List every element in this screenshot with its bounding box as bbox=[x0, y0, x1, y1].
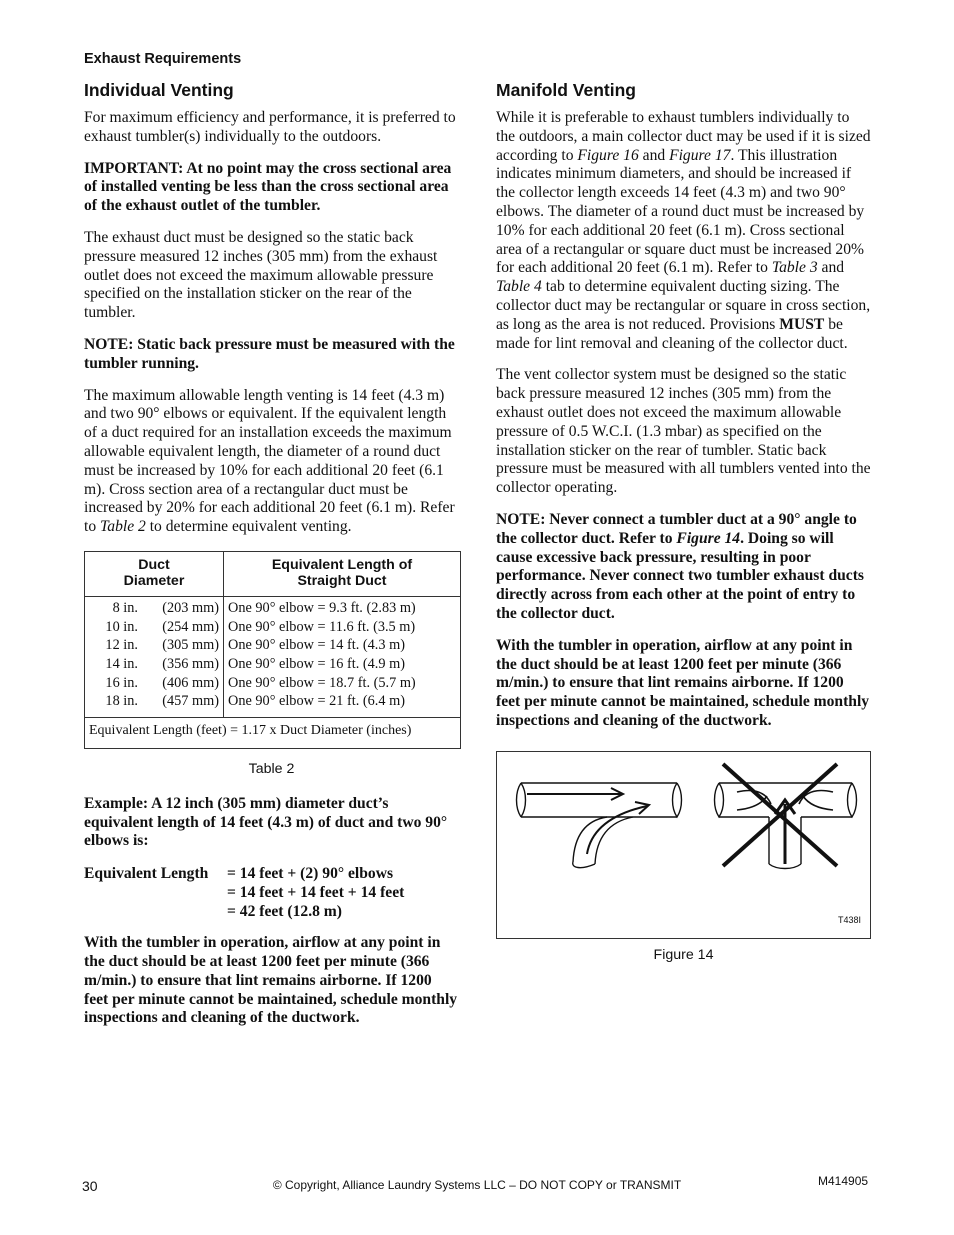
page-number: 30 bbox=[82, 1178, 98, 1194]
copyright-notice: © Copyright, Alliance Laundry Systems LLC – DO NOT COPY or TRANSMIT bbox=[272, 1178, 682, 1192]
static-pressure-note: NOTE: Static back pressure must be measured with the tumbler running. bbox=[84, 335, 455, 372]
individual-intro-paragraph: For maximum efficiency and performance, it is preferred to exhaust tumbler(s) individually to the outdoors. bbox=[84, 109, 456, 145]
table-cell: One 90° elbow = 18.7 ft. (5.7 m) bbox=[228, 674, 416, 691]
equivalent-length-cell bbox=[224, 596, 461, 717]
example-paragraph: Example: A 12 inch (305 mm) diameter duct’s equivalent length of 14 feet (4.3 m) of duct and two 90° elbows is: bbox=[84, 794, 448, 850]
left-airflow-paragraph: With the tumbler in operation, airflow at any point in the duct should be at least 1200 feet per minute (366 m/min.) to ensure that lint remains airborne. If 1200 feet per minute cannot be maintained, schedule monthly inspections and cleaning of the ductwork. bbox=[84, 934, 458, 1027]
equation-line-1: = 14 feet + (2) 90° elbows bbox=[227, 865, 394, 883]
individual-venting-heading: Individual Venting bbox=[84, 80, 234, 100]
figure-17-reference: Figure 17 bbox=[669, 146, 731, 164]
manifold-intro-paragraph: While it is preferable to exhaust tumblers individually to the outdoors, a main collector duct may be used if it is sized according to Figure 16 and Figure 17. This illustration indicates minimum diameters, and should be increased if the collector length exceeds 14 feet (4.3 m) and two 90° elbows. The diameter of a round duct must be increased by 10% for each additional 20 feet (6.1 m). Cross sectional area of a rectangular or square duct must be increased 20% for each additional 20 feet (6.1 m). Refer to Table 3 and Table 4 tab to determine equivalent ducting sizing. The collector duct may be rectangular or square in cross section, as long as the area is not reduced. Provisions MUST be made for lint removal and cleaning of the collector duct. bbox=[496, 109, 871, 352]
max-length-text-b: to determine equivalent venting. bbox=[145, 518, 352, 536]
section-label: Exhaust Requirements bbox=[84, 51, 242, 67]
duct-diameter-cell bbox=[85, 596, 224, 717]
max-length-paragraph bbox=[84, 387, 459, 537]
table-cell: One 90° elbow = 11.6 ft. (3.5 m) bbox=[228, 618, 416, 635]
duct-diameter-header: Duct Diameter bbox=[85, 551, 224, 596]
table-footer-formula: Equivalent Length (feet) = 1.17 x Duct Diameter (inches) bbox=[85, 718, 461, 749]
table-cell: One 90° elbow = 21 ft. (6.4 m) bbox=[228, 693, 405, 710]
table-row: 14 in. (356 mm) bbox=[105, 656, 219, 673]
figure-14-box bbox=[496, 751, 871, 939]
duct-connection-diagram bbox=[497, 752, 870, 938]
must-emphasis: MUST bbox=[779, 315, 825, 333]
table-2-reference: Table 2 bbox=[100, 518, 146, 536]
right-angle-note: NOTE: Never connect a tumbler duct at a 90° angle to the collector duct. Refer to Figure 14. Doing so will cause excessive back pressure, resulting in poor performance. Never connect two tumbler exhaust ducts directly across from each other at the point of entry to the collector duct. bbox=[496, 510, 864, 622]
back-pressure-paragraph: The exhaust duct must be designed so the static back pressure measured 12 inches (305 mm) from the exhaust outlet does not exceed the maximum allowable pressure specified on the installation sticker on the rear of the tumbler. bbox=[84, 228, 438, 322]
figure-14-caption: Figure 14 bbox=[653, 946, 714, 963]
table-2-caption: Table 2 bbox=[248, 760, 295, 777]
figure-code: T438I bbox=[837, 914, 861, 925]
table-row: 8 in. (203 mm) bbox=[112, 599, 219, 616]
left-column bbox=[84, 79, 459, 1041]
manifold-venting-heading: Manifold Venting bbox=[496, 80, 636, 100]
table-row: 16 in. (406 mm) bbox=[105, 674, 219, 691]
incorrect-tee-connection bbox=[715, 764, 857, 869]
collector-pressure-paragraph: The vent collector system must be designed so the static back pressure measured 12 inches (305 mm) from the exhaust outlet does not exceed the maximum allowable pressure of 0.5 W.C.I. (1.3 mbar) as specified on the installation sticker on the rear of tumbler. Static back pressure must be measured with all tumblers vented into the collector operating. bbox=[496, 366, 871, 497]
right-airflow-paragraph: With the tumbler in operation, airflow at any point in the duct should be at least 1200 feet per minute (366 m/min.) to ensure that lint remains airborne. If 1200 feet per minute cannot be maintained, schedule monthly inspections and cleaning of the ductwork. bbox=[496, 636, 870, 729]
table-4-reference: Table 4 bbox=[496, 278, 542, 296]
equation-line-2: = 14 feet + 14 feet + 14 feet bbox=[227, 884, 405, 902]
table-cell: One 90° elbow = 14 ft. (4.3 m) bbox=[228, 637, 405, 654]
figure-14-reference: Figure 14 bbox=[676, 529, 741, 547]
table-row: 12 in. (305 mm) bbox=[105, 637, 219, 654]
equation-line-3: = 42 feet (12.8 m) bbox=[227, 903, 342, 921]
table-row: 10 in. (254 mm) bbox=[105, 618, 219, 635]
table-row: 18 in. (457 mm) bbox=[105, 693, 219, 710]
figure-16-reference: Figure 16 bbox=[577, 146, 639, 164]
table-cell: One 90° elbow = 9.3 ft. (2.83 m) bbox=[228, 599, 416, 616]
correct-angled-connection bbox=[517, 783, 682, 868]
important-notice: IMPORTANT: At no point may the cross sectional area of installed venting be less than the cross sectional area of the exhaust outlet of the tumbler. bbox=[84, 159, 452, 215]
right-column bbox=[496, 79, 871, 963]
document-number: M414905 bbox=[818, 1174, 869, 1188]
max-length-text-a: The maximum allowable length venting is 14 feet (4.3 m) and two 90° elbows or equivalent. If the equivalent length of a duct required for an installation exceeds the maximum allowable equivalent length, the diameter of a round duct must be increased by 10% for each additional 20 feet (6.1 m). Cross section area of a rectangular duct must be increased by 20% for each additional 20 feet (6.1 m). Refer to bbox=[84, 386, 455, 536]
equivalent-length-header: Equivalent Length of Straight Duct bbox=[224, 551, 461, 596]
equivalent-length-equation bbox=[84, 864, 459, 921]
table-3-reference: Table 3 bbox=[771, 259, 818, 277]
equation-label: Equivalent Length bbox=[84, 865, 209, 883]
duct-equivalent-table bbox=[84, 551, 461, 749]
table-cell: One 90° elbow = 16 ft. (4.9 m) bbox=[228, 656, 405, 673]
